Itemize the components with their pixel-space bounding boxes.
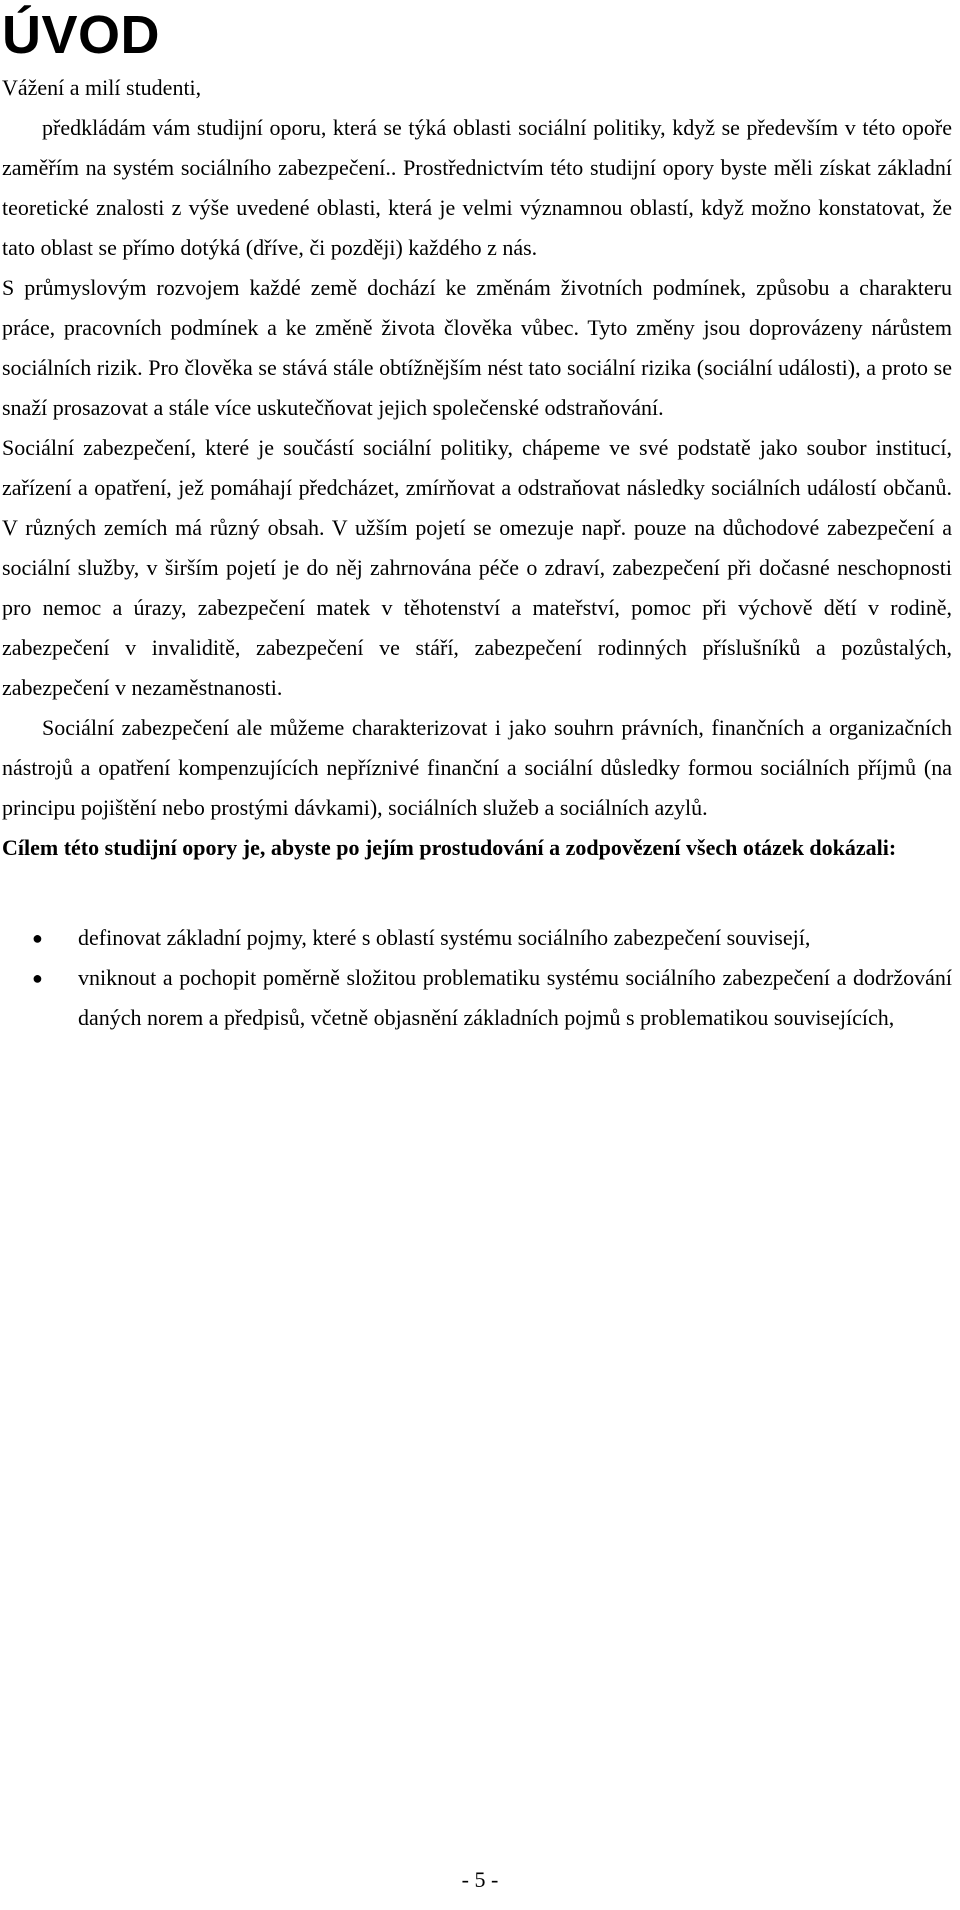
social-security-definition-paragraph: Sociální zabezpečení, které je součástí sociální politiky, chápeme ve své podstatě jako soubor institucí, zařízení a opatření, jež pomáhají předcházet, zmírňovat a odstraňovat následky sociálních událostí občanů. V různých zemích má různý obsah. V užším pojetí se omezuje např. pouze na důchodové zabezpečení a sociální služby, v širším pojetí je do něj zahrnována péče o zdraví, zabezpečení při dočasné neschopnosti pro nemoc a úrazy, zabezpečení matek v těhotenství a mateřství, pomoc při výchově dětí v rodině, zabezpečení v invaliditě, zabezpečení ve stáří, zabezpečení rodinných příslušníků a pozůstalých, zabezpečení v nezaměstnanosti. [2,435,952,700]
bullet-icon: ● [32,968,43,988]
intro-paragraph: předkládám vám studijní oporu, která se týká oblasti sociální politiky, když se především v této opoře zaměřím na systém sociálního zabezpečení.. Prostřednictvím této studijní opory byste měli získat základní teoretické znalosti z výše uvedené oblasti, která je velmi významnou oblastí, když možno konstatovat, že tato oblast se přímo dotýká (dříve, či později) každého z nás. [2,115,952,260]
social-security-characterization-paragraph: Sociální zabezpečení ale můžeme charakterizovat i jako souhrn právních, finančních a organizačních nástrojů a opatření kompenzujících nepříznivé finanční a sociální důsledky formou sociálních příjmů (na principu pojištění nebo prostými dávkami), sociálních služeb a sociálních azylů. [2,715,952,820]
goal-heading: Cílem této studijní opory je, abyste po jejím prostudování a zodpovězení všech otázek dokázali: [2,835,897,860]
salutation: Vážení a milí studenti, [2,75,202,100]
goal-item [2,918,952,958]
bullet-icon: ● [32,928,43,948]
industrial-development-paragraph: S průmyslovým rozvojem každé země dochází ke změnám životních podmínek, způsobu a charakteru práce, pracovních podmínek a ke změně života člověka vůbec. Tyto změny jsou doprovázeny nárůstem sociálních rizik. Pro člověka se stává stále obtížnějším nést tato sociální rizika (sociální události), a proto se snaží prosazovat a stále více uskutečňovat jejich společenské odstraňování. [2,275,952,420]
goal-item-text: vniknout a pochopit poměrně složitou problematiku systému sociálního zabezpečení a dodržování daných norem a předpisů, včetně objasnění základních pojmů s problematikou souvisejících, [78,965,952,1030]
page-title: ÚVOD [2,5,161,65]
page-number: - 5 - [461,1867,499,1892]
goal-item-text: definovat základní pojmy, které s oblastí systému sociálního zabezpečení souvisejí, [78,925,811,950]
goal-item [2,958,952,1038]
goals-list [2,918,952,1038]
